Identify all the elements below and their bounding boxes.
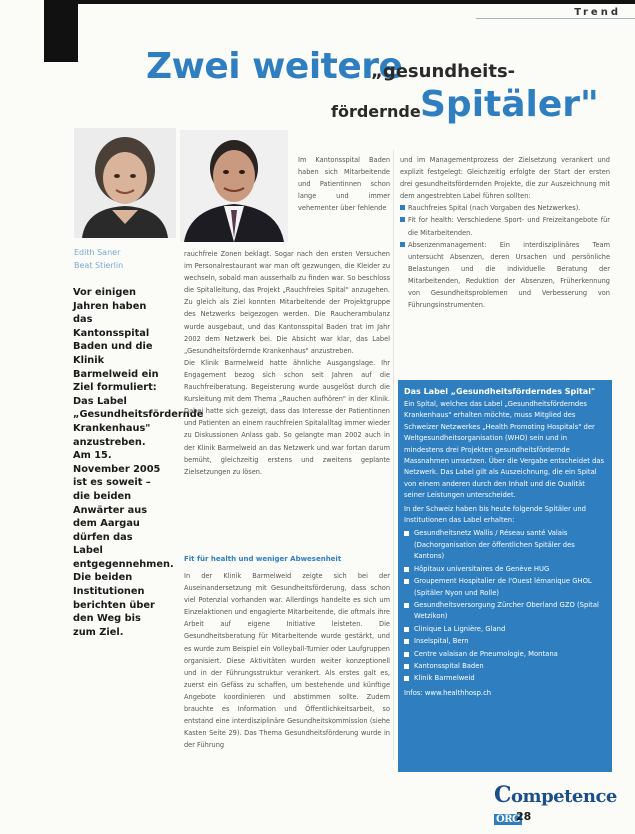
lead-paragraph: Vor einigen Jahren haben das Kantonsspital Baden und die Klinik Barmelweid ein Ziel formuliert: Das Label „Gesundheitsfördernde Krankenhaus" anzustreben. Am 15. November 2005 ist es soweit – die beiden Anwärter aus dem Aargau dürfen das Label entgegennehmen. Die beiden Institutionen berichten über den Weg bis zum Ziel. [73, 287, 204, 638]
info-box-text: In der Schweiz haben bis heute folgende Spitäler und Institutionen das Label erhalten: [404, 504, 586, 525]
list-item: Gesundheitsnetz Wallis / Réseau santé Valais (Dachorganisation der öffentlichen Spitäler des Kantons) [404, 528, 606, 562]
list-item: Hôpitaux universitaires de Genève HUG [404, 564, 606, 575]
body-text-col3 [400, 154, 610, 311]
info-link[interactable]: Infos: www.healthhosp.ch [404, 688, 492, 697]
logo-tag: ORG [496, 813, 521, 825]
list-item: Groupement Hospitalier de l'Ouest lémanique GHOL (Spitäler Nyon und Rolle) [404, 576, 606, 599]
headline-part-3: fördernde [331, 102, 421, 121]
bullet-item: Fit for health: Verschiedene Sport- und Freizeitangebote für die Mitarbeitenden. [400, 214, 610, 238]
label-holder-list [404, 528, 606, 684]
portrait-photo-woman [74, 128, 176, 238]
column-divider [393, 150, 394, 760]
info-box-title: Das Label „Gesundheitsförderndes Spital" [404, 387, 596, 396]
caption-1: Edith Saner [74, 248, 121, 257]
headline-part-2: „gesundheits- [371, 61, 516, 82]
bullet-item: Rauchfreies Spital (nach Vorgaben des Netzwerkes). [400, 202, 610, 214]
paragraph: Die Klinik Barmelweid hatte ähnliche Ausgangslage. Ihr Engagement bezog sich schon seit Jahren auf die Rauchfreiberatung. Begeisterung wurde ausgelöst durch die Kursleitung mit dem Thema „Rauchen aufhören" in der Klinik. Dabei hatte sich gezeigt, dass das Interesse der Patientinnen und Patienten an einem rauchfreien Spitalalltag immer wieder zu Diskussionen Anlass gab. So gelangte man 2002 auch in der Klinik Barmelweid an das Netzwerk und war fortan darum bemüht, gleichzeitig erstens und zweitens geplante Zielsetzungen zu lösen. [184, 358, 390, 476]
corner-block [44, 0, 78, 62]
body-text-col2 [184, 248, 390, 478]
section-tag: Trend [574, 7, 621, 18]
list-item: Gesundheitsversorgung Zürcher Oberland GZO (Spital Wetzikon) [404, 600, 606, 623]
page-number: 28 [516, 810, 532, 823]
bullet-item: Absenzenmanagement: Ein interdisziplinäres Team untersucht Absenzen, deren Ursachen und persönliche Belastungen und die individuelle Beratung der Mitarbeitenden, Reduktion der Absenzen, Früherkennung von Gesundheitsproblemen und Verbesserung von Führungsinstrumenten. [400, 239, 610, 312]
photo-captions [74, 246, 123, 272]
logo-letter: C [494, 782, 512, 808]
info-box-text: Ein Spital, welches das Label „Gesundheitsförderndes Krankenhaus" erhalten möchte, muss Mitglied des Schweizer Netzwerkes „Health Promoting Hospitals" der Weltgesundheitsorganisation (WHO) sein und in mindestens drei Projekten gesundheitsfördernde Massnahmen umsetzen. Über die Vergabe entscheidet das Netzwerk. Das Label gilt als Auszeichnung, die ein Spital von einem anderen durch den Inhalt und die Qualität seiner Leistungen unterscheidet. [404, 400, 605, 500]
list-item: Inselspital, Bern [404, 636, 606, 647]
body-text-col2-bottom: In der Klinik Barmelweid zeigte sich bei der Auseinandersetzung mit Gesundheitsförderung, dass schon viel Potenzial vorhanden war. Allerdings handelte es sich um Einzelaktionen und engagierte Mitarbeitende, die oftmals ihre Arbeit auf eigene Initiative leisteten. Die Gesundheitsberatung für Mitarbeitende wurde gestärkt, und es wurde zum Beispiel ein Volleyball-Turnier oder Laufgruppen organisiert. Diese Aktivitäten wurden weiter konzeptionell und in der Führungsstruktur verankert. Als erstes galt es, zuerst ein Gefäss zu schaffen, um bestehende und künftige Angebote koordinieren und abstimmen sollte. Zudem brauchte es Information und Öffentlichkeitsarbeit, so entstand eine interdisziplinäre Gesundheitskommission (siehe Kasten Seite 29). Das Thema Gesundheitsförderung wurde in der Führung [184, 572, 390, 750]
subheading: Fit für health und weniger Abwesenheit [184, 555, 342, 563]
logo-word: ompetence [511, 786, 617, 807]
portrait-photo-man [180, 130, 288, 242]
body-text-col2-top: Im Kantonsspital Baden haben sich Mitarbeitende und Patientinnen schon lange und immer vehementer über fehlende [298, 156, 390, 213]
headline-part-1: Zwei weitere [146, 46, 403, 87]
list-item: Kantonsspital Baden [404, 661, 606, 672]
list-item: Clinique La Lignière, Gland [404, 624, 606, 635]
caption-2: Beat Stierlin [74, 261, 124, 270]
top-rule [44, 0, 635, 4]
header-rule [476, 18, 635, 19]
headline-part-4: Spitäler" [420, 84, 599, 125]
paragraph: rauchfreie Zonen beklagt. Sogar nach den ersten Versuchen im Personalrestaurant war man oft gezwungen, die Kleider zu wechseln, sobald man ausserhalb zu finden war. So beschloss die Spitalleitung, das Projekt „Rauchfreies Spital" anzugehen. Zu gleich als Ziel konnten Mitarbeitende der Projektgruppe des Netzwerks beigezogen werden. Die Raucherambulanz wurde ausgebaut, und das Kantonsspital Baden trat im Jahr 2002 dem Netzwerk bei. Die Absicht war klar, das Label „Gesundheitsfördernde Krankenhaus" anzustreben. [184, 250, 390, 355]
list-item: Klinik Barmelweid [404, 673, 606, 684]
paragraph: und im Managementprozess der Zielsetzung verankert und explizit festgelegt: Gleichzeitig erfolgte der Start der ersten drei gesundheitsfördernden Projekte, die zur Auszeichnung mit dem angestrebten Label führen sollten: [400, 156, 610, 201]
list-item: Centre valaisan de Pneumologie, Montana [404, 649, 606, 660]
info-box [398, 380, 612, 772]
